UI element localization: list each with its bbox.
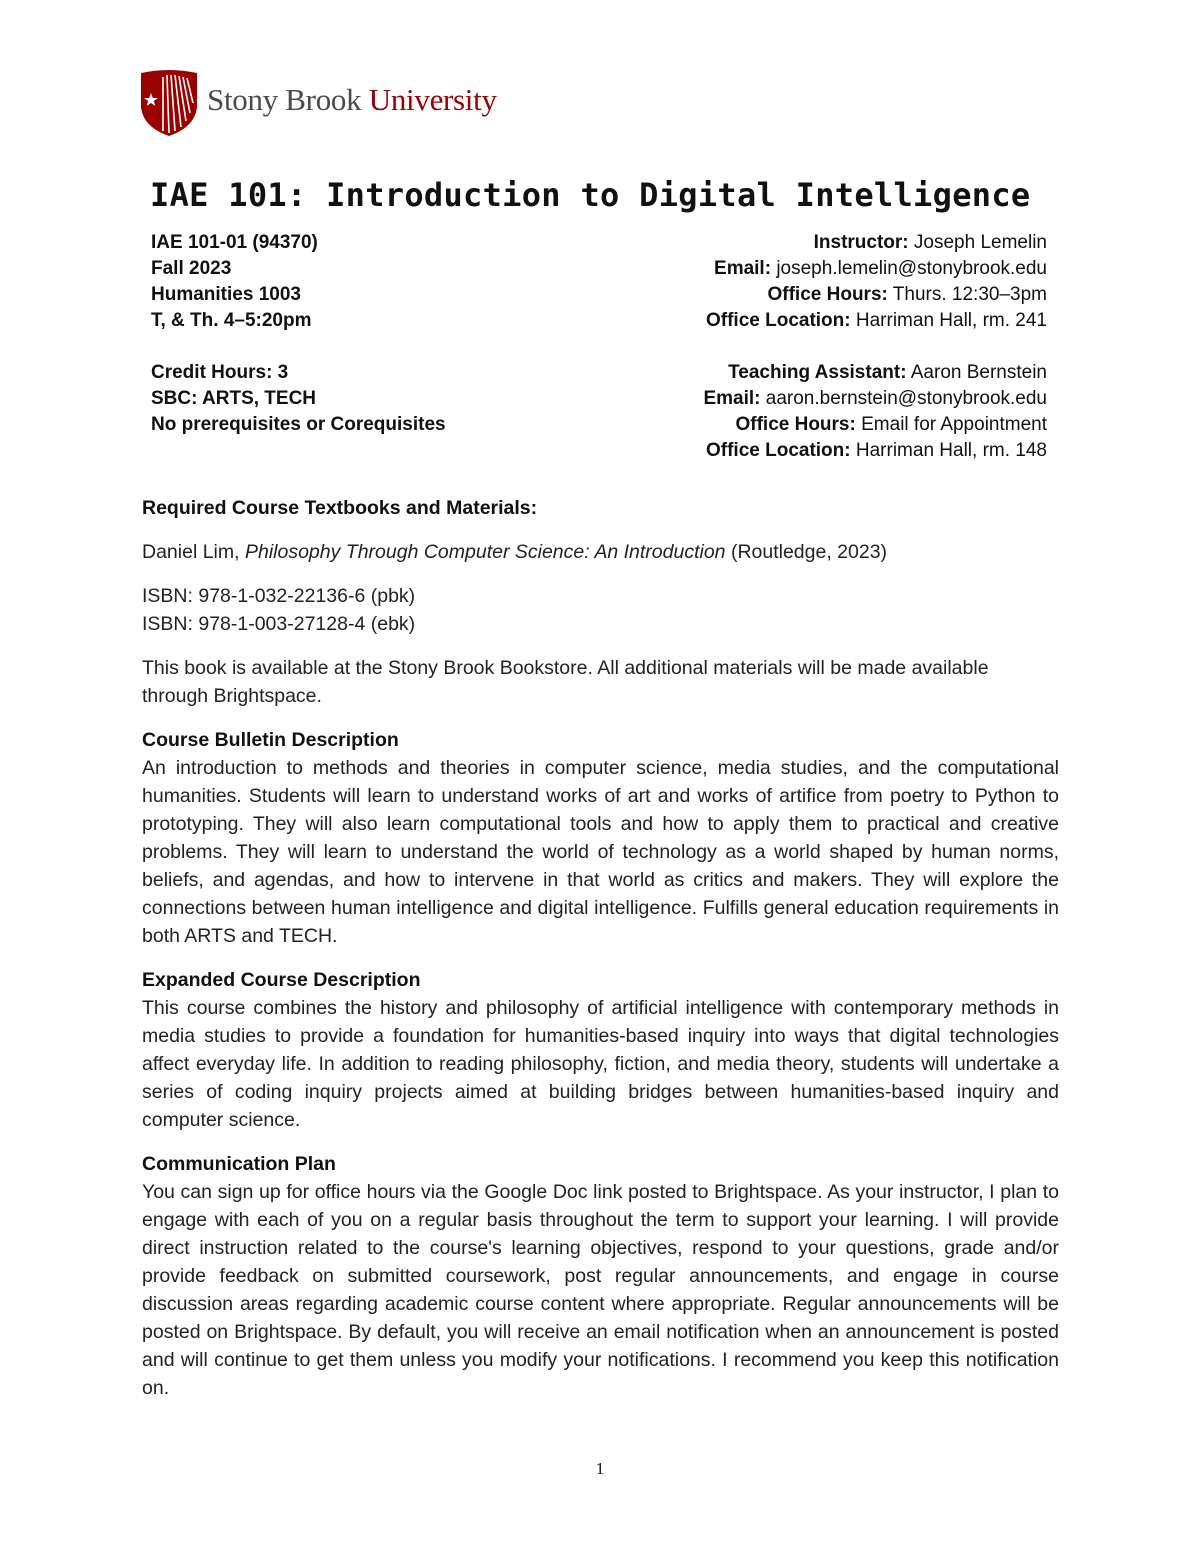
university-name (207, 82, 497, 118)
credit-hours: Credit Hours: 3 (151, 362, 289, 383)
instructor-office-hours: Office Hours: Thurs. 12:30–3pm (767, 284, 1047, 305)
prerequisites: No prerequisites or Corequisites (151, 414, 446, 435)
ta-email: Email: aaron.bernstein@stonybrook.edu (703, 388, 1047, 409)
course-term: Fall 2023 (151, 258, 232, 279)
syllabus-body (142, 494, 1059, 1402)
communication-heading: Communication Plan (142, 1153, 336, 1175)
instructor-email: Email: joseph.lemelin@stonybrook.edu (714, 258, 1047, 279)
shield-logo-icon (139, 69, 199, 137)
staff-info-block (703, 230, 1047, 464)
materials-availability: This book is available at the Stony Brook Bookstore. All additional materials will be made available through Brightspace. (142, 657, 989, 707)
textbook-citation: Daniel Lim, Philosophy Through Computer Science: An Introduction (Routledge, 2023) (142, 541, 888, 563)
isbn-pbk: ISBN: 978-1-032-22136-6 (pbk) (142, 585, 416, 607)
logo-text-stony-brook: Stony Brook (207, 82, 369, 117)
instructor-name: Instructor: Joseph Lemelin (813, 232, 1047, 253)
course-section: IAE 101-01 (94370) (151, 232, 318, 253)
course-info-block (151, 230, 446, 438)
expanded-heading: Expanded Course Description (142, 969, 421, 991)
course-schedule: T, & Th. 4–5:20pm (151, 310, 312, 331)
university-logo (139, 68, 497, 138)
expanded-text: This course combines the history and philosophy of artificial intelligence with contemporary methods in media studies to provide a foundation for humanities-based inquiry into ways that digital technologies affect everyday life. In addition to reading philosophy, fiction, and media theory, students will undertake a series of coding inquiry projects aimed at building bridges between humanities-based inquiry and computer science. (142, 997, 1059, 1131)
isbn-ebk: ISBN: 978-1-003-27128-4 (ebk) (142, 613, 416, 635)
page-title: IAE 101: Introduction to Digital Intelligence (150, 176, 1031, 214)
ta-office-location: Office Location: Harriman Hall, rm. 148 (705, 440, 1047, 461)
materials-heading: Required Course Textbooks and Materials: (142, 497, 538, 519)
sbc: SBC: ARTS, TECH (151, 388, 317, 409)
communication-text: You can sign up for office hours via the Google Doc link posted to Brightspace. As your instructor, I plan to engage with each of you on a regular basis throughout the term to support your learning. I will provide direct instruction related to the course's learning objectives, respond to your questions, grade and/or provide feedback on submitted coursework, post regular announcements, and engage in course discussion areas regarding academic course content where appropriate. Regular announcements will be posted on Brightspace. By default, you will receive an email notification when an announcement is posted and will continue to get them unless you modify your notifications. I recommend you keep this notification on. (142, 1181, 1059, 1399)
ta-office-hours: Office Hours: Email for Appointment (735, 414, 1047, 435)
ta-name: Teaching Assistant: Aaron Bernstein (728, 362, 1047, 383)
course-room: Humanities 1003 (151, 284, 301, 305)
bulletin-heading: Course Bulletin Description (142, 729, 399, 751)
instructor-office-location: Office Location: Harriman Hall, rm. 241 (705, 310, 1047, 331)
page-number: 1 (595, 1459, 605, 1478)
logo-text-university: University (368, 82, 497, 117)
bulletin-text: An introduction to methods and theories in computer science, media studies, and the computational humanities. Students will learn to understand works of art and works of artifice from poetry to Python to prototyping. They will also learn computational tools and how to apply them to practical and creative problems. They will learn to understand the world of technology as a world shaped by human norms, beliefs, and agendas, and how to intervene in that world as critics and makers. They will explore the connections between human intelligence and digital intelligence. Fulfills general education requirements in both ARTS and TECH. (142, 757, 1059, 947)
